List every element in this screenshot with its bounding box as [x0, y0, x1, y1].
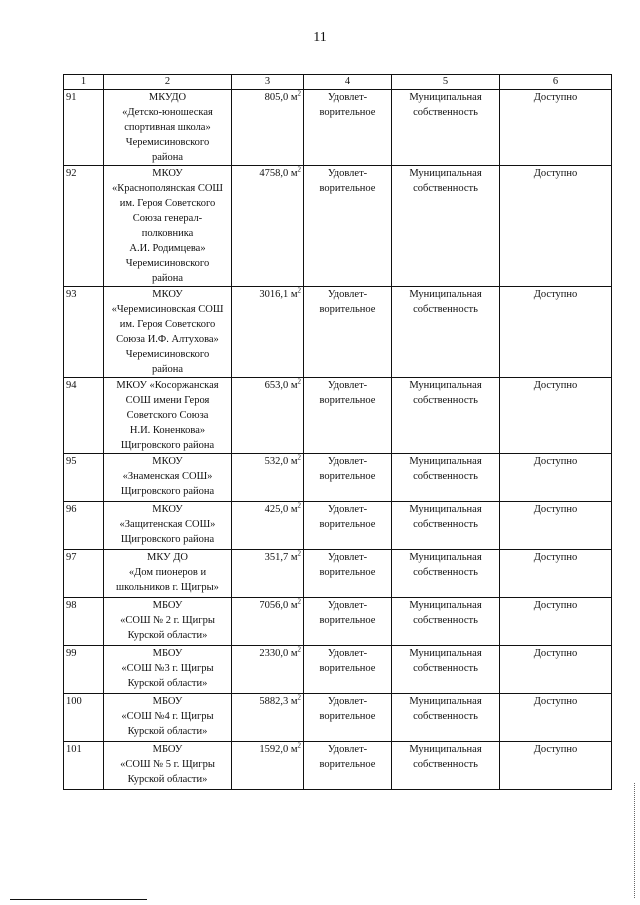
row-number-cell: 95: [64, 454, 104, 502]
facility-name-line: МБОУ: [152, 696, 183, 707]
condition-line: ворительное: [319, 759, 376, 770]
facility-name-cell: [104, 550, 232, 598]
condition-line: Удовлет-: [327, 600, 368, 611]
header-cell: 1: [64, 75, 104, 90]
area-cell: [232, 598, 304, 646]
row-number-cell: 99: [64, 646, 104, 694]
condition-cell: [304, 550, 392, 598]
accessibility-cell: Доступно: [500, 598, 612, 646]
facility-name-line: «СОШ № 2 г. Щигры: [120, 615, 215, 626]
facility-name-line: района: [151, 364, 184, 375]
ownership-line: Муниципальная: [409, 552, 482, 563]
facility-name-cell: [104, 742, 232, 790]
facility-name-line: МКУ ДО: [147, 552, 188, 563]
facility-name-line: «Знаменская СОШ»: [122, 471, 213, 482]
facility-name-cell: [104, 378, 232, 454]
area-value: 3016,1 м: [259, 289, 298, 300]
table-row: [64, 287, 612, 378]
area-value: 7056,0 м: [259, 600, 298, 611]
ownership-cell: [392, 166, 500, 287]
facility-name-cell: [104, 694, 232, 742]
facility-name-line: Щигровского района: [120, 440, 215, 451]
table-row: [64, 646, 612, 694]
table-row: [64, 694, 612, 742]
header-cell: 6: [500, 75, 612, 90]
condition-cell: [304, 454, 392, 502]
facility-name-line: МКОУ: [152, 289, 183, 300]
condition-cell: [304, 166, 392, 287]
facility-name-line: школьников г. Щигры»: [116, 582, 219, 593]
table-row: [64, 742, 612, 790]
ownership-line: Муниципальная: [409, 648, 482, 659]
condition-line: ворительное: [319, 471, 376, 482]
condition-line: ворительное: [319, 183, 376, 194]
facility-name-cell: [104, 502, 232, 550]
ownership-line: собственность: [413, 107, 478, 118]
header-cell: 5: [392, 75, 500, 90]
ownership-cell: [392, 454, 500, 502]
condition-line: ворительное: [319, 663, 376, 674]
condition-line: Удовлет-: [327, 744, 368, 755]
ownership-cell: [392, 378, 500, 454]
ownership-cell: [392, 598, 500, 646]
facility-name-cell: [104, 90, 232, 166]
area-value: 2330,0 м: [259, 648, 298, 659]
facility-name-cell: [104, 598, 232, 646]
area-cell: [232, 550, 304, 598]
area-unit-exponent: 2: [297, 453, 301, 462]
area-cell: [232, 694, 304, 742]
facility-name-line: «Черемисиновская СОШ: [111, 304, 224, 315]
area-cell: [232, 646, 304, 694]
area-cell: [232, 454, 304, 502]
area-unit-exponent: 2: [297, 89, 301, 98]
ownership-line: Муниципальная: [409, 456, 482, 467]
facility-name-line: «Краснополянская СОШ: [111, 183, 223, 194]
ownership-line: собственность: [413, 615, 478, 626]
condition-cell: [304, 646, 392, 694]
condition-cell: [304, 287, 392, 378]
condition-line: Удовлет-: [327, 92, 368, 103]
condition-line: Удовлет-: [327, 289, 368, 300]
facility-name-line: А.И. Родимцева»: [129, 243, 206, 254]
accessibility-cell: Доступно: [500, 378, 612, 454]
ownership-cell: [392, 90, 500, 166]
row-number-cell: 96: [64, 502, 104, 550]
condition-cell: [304, 90, 392, 166]
facility-name-cell: [104, 166, 232, 287]
area-unit-exponent: 2: [297, 645, 301, 654]
row-number-cell: 92: [64, 166, 104, 287]
condition-line: ворительное: [319, 519, 376, 530]
condition-line: Удовлет-: [327, 456, 368, 467]
accessibility-cell: Доступно: [500, 646, 612, 694]
margin-dots: [634, 783, 636, 898]
page-number: 11: [313, 30, 327, 45]
table-row: [64, 598, 612, 646]
area-value: 4758,0 м: [259, 168, 298, 179]
condition-cell: [304, 378, 392, 454]
facility-name-line: Курской области»: [127, 726, 208, 737]
facility-name-line: района: [151, 152, 184, 163]
condition-line: Удовлет-: [327, 380, 368, 391]
facility-name-line: им. Героя Советского: [119, 319, 216, 330]
facility-name-line: Союза генерал-: [132, 213, 203, 224]
facility-name-line: Н.И. Коненкова»: [129, 425, 206, 436]
area-unit-exponent: 2: [297, 286, 301, 295]
facility-name-line: Союза И.Ф. Алтухова»: [116, 334, 219, 345]
condition-line: Удовлет-: [327, 552, 368, 563]
facility-name-line: «Детско-юношеская: [122, 107, 213, 118]
facility-name-line: района: [151, 273, 184, 284]
ownership-line: Муниципальная: [409, 168, 482, 179]
header-cell: 2: [104, 75, 232, 90]
facility-name-line: «СОШ № 5 г. Щигры: [120, 759, 215, 770]
facility-name-line: МБОУ: [152, 648, 183, 659]
facility-name-line: Щигровского района: [120, 486, 215, 497]
ownership-line: собственность: [413, 471, 478, 482]
facility-name-line: МКУДО: [148, 92, 187, 103]
area-unit-exponent: 2: [297, 741, 301, 750]
area-value: 653,0 м: [264, 380, 298, 391]
area-value: 805,0 м: [264, 92, 298, 103]
ownership-line: Муниципальная: [409, 380, 482, 391]
ownership-line: Муниципальная: [409, 696, 482, 707]
facility-name-line: МКОУ «Косоржанская: [116, 380, 219, 391]
header-cell: 3: [232, 75, 304, 90]
facilities-table: [63, 74, 612, 790]
condition-line: ворительное: [319, 615, 376, 626]
facility-name-line: полковника: [141, 228, 194, 239]
ownership-line: собственность: [413, 304, 478, 315]
table-row: [64, 550, 612, 598]
facility-name-line: СОШ имени Героя: [125, 395, 210, 406]
ownership-line: собственность: [413, 183, 478, 194]
facility-name-line: МКОУ: [152, 504, 183, 515]
table-row: [64, 502, 612, 550]
ownership-cell: [392, 502, 500, 550]
condition-line: ворительное: [319, 304, 376, 315]
facility-name-cell: [104, 646, 232, 694]
facility-name-line: МБОУ: [152, 600, 183, 611]
area-value: 5882,3 м: [259, 696, 298, 707]
facility-name-line: Советского Союза: [126, 410, 209, 421]
row-number-cell: 97: [64, 550, 104, 598]
accessibility-cell: Доступно: [500, 166, 612, 287]
area-unit-exponent: 2: [297, 501, 301, 510]
facility-name-line: Черемисиновского: [125, 258, 210, 269]
ownership-line: собственность: [413, 711, 478, 722]
ownership-line: собственность: [413, 395, 478, 406]
facility-name-line: спортивная школа»: [124, 122, 211, 133]
row-number-cell: 94: [64, 378, 104, 454]
facility-name-line: Щигровского района: [120, 534, 215, 545]
facility-name-line: Черемисиновского: [125, 137, 210, 148]
ownership-line: собственность: [413, 663, 478, 674]
facility-name-cell: [104, 454, 232, 502]
ownership-line: Муниципальная: [409, 289, 482, 300]
area-cell: [232, 502, 304, 550]
area-cell: [232, 166, 304, 287]
row-number-cell: 100: [64, 694, 104, 742]
row-number-cell: 91: [64, 90, 104, 166]
ownership-cell: [392, 287, 500, 378]
area-cell: [232, 378, 304, 454]
condition-cell: [304, 598, 392, 646]
facility-name-cell: [104, 287, 232, 378]
condition-line: ворительное: [319, 107, 376, 118]
accessibility-cell: Доступно: [500, 550, 612, 598]
facility-name-line: Курской области»: [127, 630, 208, 641]
accessibility-cell: Доступно: [500, 694, 612, 742]
facility-name-line: «Дом пионеров и: [128, 567, 207, 578]
facility-name-line: Черемисиновского: [125, 349, 210, 360]
ownership-line: Муниципальная: [409, 504, 482, 515]
accessibility-cell: Доступно: [500, 454, 612, 502]
footnote-rule: [10, 899, 147, 900]
accessibility-cell: Доступно: [500, 287, 612, 378]
accessibility-cell: Доступно: [500, 90, 612, 166]
ownership-line: собственность: [413, 759, 478, 770]
condition-line: Удовлет-: [327, 168, 368, 179]
area-unit-exponent: 2: [297, 597, 301, 606]
facility-name-line: «СОШ №3 г. Щигры: [121, 663, 214, 674]
facility-name-line: им. Героя Советского: [119, 198, 216, 209]
facility-name-line: «Защитенская СОШ»: [119, 519, 216, 530]
condition-cell: [304, 502, 392, 550]
ownership-cell: [392, 646, 500, 694]
area-value: 425,0 м: [264, 504, 298, 515]
condition-line: Удовлет-: [327, 504, 368, 515]
condition-line: ворительное: [319, 395, 376, 406]
condition-cell: [304, 694, 392, 742]
ownership-line: Муниципальная: [409, 600, 482, 611]
condition-line: Удовлет-: [327, 648, 368, 659]
ownership-line: собственность: [413, 567, 478, 578]
row-number-cell: 98: [64, 598, 104, 646]
condition-line: Удовлет-: [327, 696, 368, 707]
ownership-line: собственность: [413, 519, 478, 530]
facility-name-line: МКОУ: [152, 168, 183, 179]
table-row: [64, 166, 612, 287]
ownership-line: Муниципальная: [409, 744, 482, 755]
facility-name-line: Курской области»: [127, 678, 208, 689]
condition-cell: [304, 742, 392, 790]
area-cell: [232, 287, 304, 378]
condition-line: ворительное: [319, 567, 376, 578]
area-unit-exponent: 2: [297, 549, 301, 558]
area-value: 532,0 м: [264, 456, 298, 467]
row-number-cell: 93: [64, 287, 104, 378]
condition-line: ворительное: [319, 711, 376, 722]
ownership-cell: [392, 742, 500, 790]
row-number-cell: 101: [64, 742, 104, 790]
ownership-line: Муниципальная: [409, 92, 482, 103]
area-unit-exponent: 2: [297, 377, 301, 386]
table-row: [64, 90, 612, 166]
facility-name-line: МКОУ: [152, 456, 183, 467]
facility-name-line: Курской области»: [127, 774, 208, 785]
facility-name-line: МБОУ: [152, 744, 183, 755]
area-unit-exponent: 2: [297, 693, 301, 702]
accessibility-cell: Доступно: [500, 742, 612, 790]
table-row: [64, 378, 612, 454]
header-cell: 4: [304, 75, 392, 90]
accessibility-cell: Доступно: [500, 502, 612, 550]
table-row: [64, 454, 612, 502]
area-value: 1592,0 м: [259, 744, 298, 755]
area-value: 351,7 м: [264, 552, 298, 563]
facility-name-line: «СОШ №4 г. Щигры: [121, 711, 214, 722]
area-cell: [232, 742, 304, 790]
area-unit-exponent: 2: [297, 165, 301, 174]
ownership-cell: [392, 550, 500, 598]
ownership-cell: [392, 694, 500, 742]
table-header-row: [64, 75, 612, 90]
area-cell: [232, 90, 304, 166]
